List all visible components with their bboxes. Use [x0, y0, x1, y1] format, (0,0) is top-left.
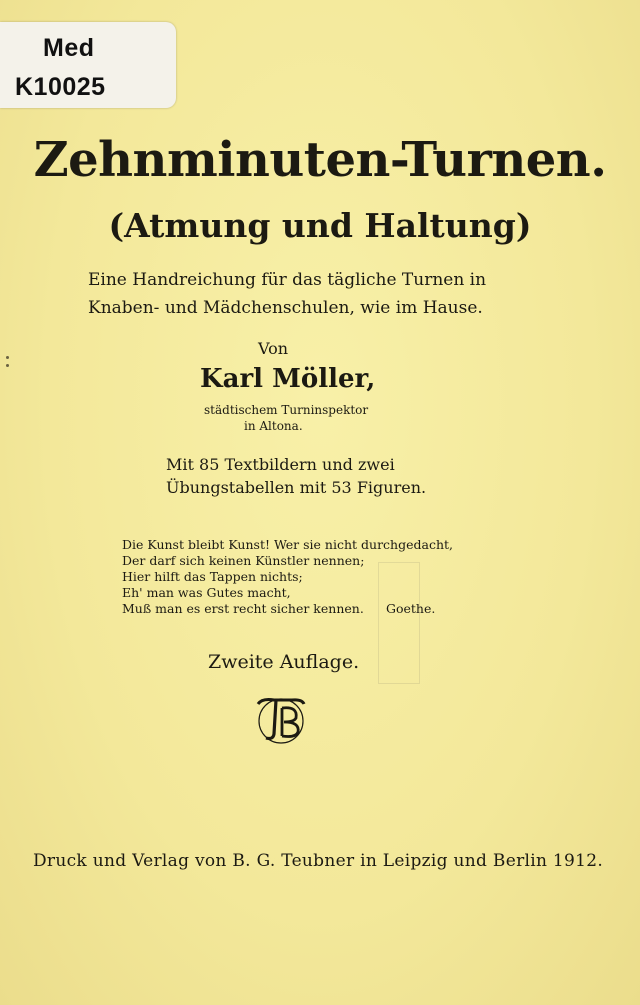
- illustrations-line-1: Mit 85 Textbildern und zwei: [166, 455, 395, 474]
- author-location: in Altona.: [244, 419, 303, 433]
- epigraph-line: Der darf sich keinen Künstler nennen;: [122, 553, 365, 568]
- author-name: Karl Möller,: [200, 364, 376, 394]
- paper-speck: [6, 356, 9, 359]
- publisher-imprint: Druck und Verlag von B. G. Teubner in Leipzig und Berlin 1912.: [33, 851, 604, 871]
- epigraph-line: Hier hilft das Tappen nichts;: [122, 569, 303, 584]
- book-subtitle: (Atmung und Haltung): [108, 206, 532, 245]
- epigraph-line: Eh' man was Gutes macht,: [122, 585, 291, 600]
- by-label: Von: [258, 339, 289, 358]
- description-line-1: Eine Handreichung für das tägliche Turnen in: [88, 270, 487, 290]
- library-shelfmark-label: [0, 22, 176, 108]
- epigraph-line: Muß man es erst recht sicher kennen.: [122, 601, 364, 616]
- paper-speck: [6, 364, 9, 367]
- epigraph-attribution: Goethe.: [386, 601, 436, 616]
- illustrations-line-2: Übungstabellen mit 53 Figuren.: [166, 478, 427, 497]
- author-role: städtischem Turninspektor: [204, 403, 369, 417]
- description-line-2: Knaben- und Mädchenschulen, wie im Hause.: [88, 298, 483, 318]
- show-through-stamp: [378, 562, 420, 684]
- publisher-monogram-icon: [252, 694, 310, 744]
- shelfmark-line-1: Med: [43, 34, 95, 62]
- book-title: Zehnminuten-Turnen.: [33, 132, 607, 188]
- epigraph-line: Die Kunst bleibt Kunst! Wer sie nicht durchgedacht,: [122, 537, 453, 552]
- edition-label: Zweite Auflage.: [208, 651, 360, 673]
- shelfmark-line-2: K10025: [15, 73, 106, 101]
